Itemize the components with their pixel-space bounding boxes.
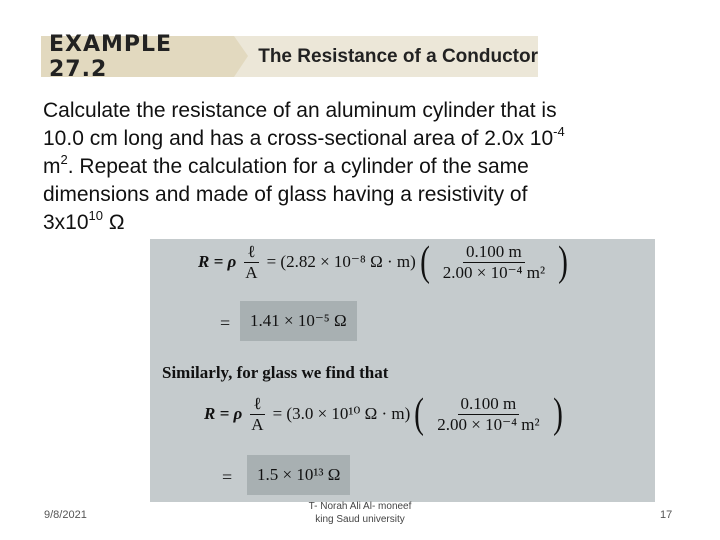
problem-line-4: dimensions and made of glass having a resistivity of — [43, 183, 528, 206]
problem-statement — [43, 97, 683, 237]
eq2-lhs: R = ρ — [204, 404, 243, 423]
footer-author: T- Norah Ali Al- moneef king Saud university — [308, 501, 412, 525]
footer-date: 9/8/2021 — [44, 509, 87, 521]
solution-panel — [150, 239, 655, 502]
eq2-dimension-ratio: $\frac{0.100 m}{\text{2.00 × 10⁻⁴ m²}}$ — [437, 393, 540, 434]
problem-line-3-unit: m — [43, 155, 61, 178]
page-number: 17 — [660, 509, 673, 521]
glass-equation: R = ρ $\frac{\text{ℓ}}{A}$ = (3.0 × 10¹⁰ Ω · m) ( $\frac{0.100 m}{\text{2.00 × 10⁻⁴ m²}}$ ) — [204, 391, 563, 437]
problem-line-5: 3x10 — [43, 211, 89, 234]
problem-line-5-unit: Ω — [103, 211, 125, 234]
problem-line-3: . Repeat the calculation for a cylinder of the same — [67, 155, 529, 178]
problem-line-1: Calculate the resistance of an aluminum cylinder that is — [43, 99, 557, 122]
example-number: EXAMPLE 27.2 — [41, 36, 234, 77]
aluminum-equation: R = ρ $\frac{\text{ℓ}}{A}$ = (2.82 × 10⁻⁸ Ω · m) ( $\frac{0.100 m}{\text{2.00 × 10⁻⁴ m²}}$ ) — [198, 239, 568, 285]
problem-line-2: 10.0 cm long and has a cross-sectional area of 2.0x 10 — [43, 127, 554, 150]
resistivity-exponent: 10 — [88, 208, 104, 223]
glass-result: 1.5 × 10¹³ Ω — [247, 455, 350, 495]
example-banner — [41, 31, 538, 82]
eq2-resistivity: = (3.0 × 10¹⁰ Ω · m) — [272, 404, 411, 423]
eq1-dimension-ratio: $\frac{0.100 m}{\text{2.00 × 10⁻⁴ m²}}$ — [442, 241, 546, 282]
area-exponent: -4 — [553, 124, 565, 139]
eq1-resistivity: = (2.82 × 10⁻⁸ Ω · m) — [266, 252, 416, 271]
area-unit-exponent: 2 — [60, 152, 68, 167]
glass-intro: Similarly, for glass we find that — [162, 363, 389, 382]
eq1-result-equals: = — [220, 313, 231, 333]
eq2-result-equals: = — [222, 467, 233, 487]
aluminum-result: 1.41 × 10⁻⁵ Ω — [240, 301, 357, 341]
eq1-length-over-area: $\frac{\text{ℓ}}{A}$ — [245, 241, 258, 282]
eq2-length-over-area: $\frac{\text{ℓ}}{A}$ — [251, 393, 264, 434]
example-title: The Resistance of a Conductor — [258, 45, 538, 67]
banner-arrow-icon — [234, 36, 248, 77]
eq1-lhs: R = ρ — [198, 252, 237, 271]
